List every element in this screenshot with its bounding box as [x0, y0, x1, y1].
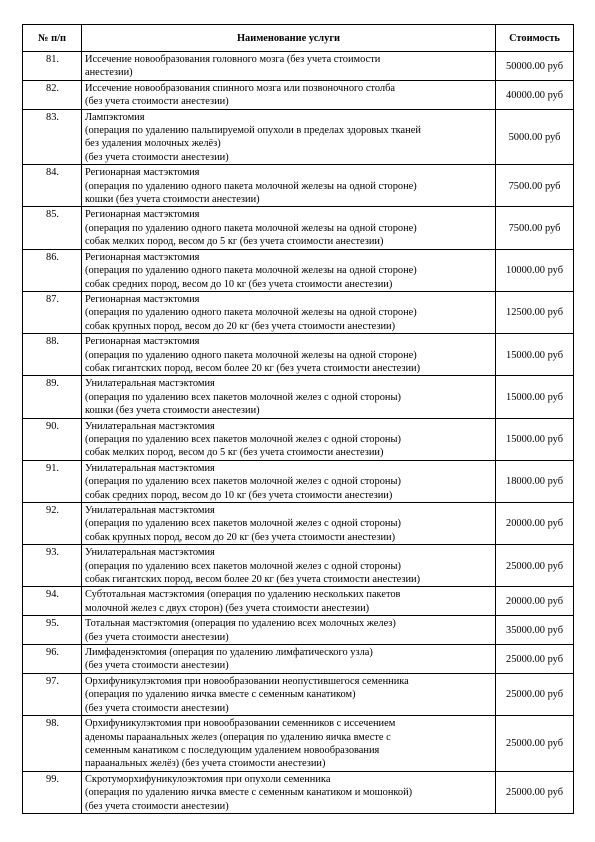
service-cost: 35000.00 руб — [496, 616, 574, 645]
service-name-line: собак крупных пород, весом до 20 кг (без учета стоимости анестезии) — [85, 320, 396, 332]
service-name — [82, 334, 496, 376]
service-name-line: Унилатеральная мастэктомия — [85, 420, 215, 432]
row-number: 83. — [23, 109, 82, 165]
service-name-line: анестезии) — [85, 67, 133, 79]
service-name-line: кошки (без учета стоимости анестезии) — [85, 405, 260, 417]
service-name-line: (операция по удалению одного пакета молочной железы на одной стороне) — [85, 265, 417, 277]
service-name-line: без удаления молочных желёз) — [85, 138, 221, 150]
service-name-line: (без учета стоимости анестезии) — [85, 702, 229, 714]
service-name-line: Унилатеральная мастэктомия — [85, 505, 215, 516]
service-name-line: (без учета стоимости анестезии) — [85, 96, 229, 108]
service-cost: 25000.00 руб — [496, 545, 574, 587]
row-number: 85. — [23, 207, 82, 249]
table-row — [23, 109, 574, 165]
service-cost: 20000.00 руб — [496, 587, 574, 616]
table-row — [23, 165, 574, 207]
service-name-line: Лимфаденэктомия (операция по удалению лимфатического узла) — [85, 647, 373, 659]
header-row — [23, 25, 574, 52]
row-number: 82. — [23, 80, 82, 109]
service-name-line: Регионарная мастэктомия — [85, 336, 200, 348]
service-name-line: Регионарная мастэктомия — [85, 293, 200, 305]
service-name-line: (без учета стоимости анестезии) — [85, 800, 229, 812]
service-name-line: Унилатеральная мастэктомия — [85, 462, 215, 474]
service-name-line: (операция по удалению одного пакета молочной железы на одной стороне) — [85, 307, 417, 319]
service-cost: 7500.00 руб — [496, 207, 574, 249]
service-cost: 12500.00 руб — [496, 291, 574, 333]
row-number: 86. — [23, 249, 82, 291]
table-row — [23, 249, 574, 291]
service-name — [82, 716, 496, 772]
service-name-line: Лампэктомия — [85, 111, 145, 123]
service-cost: 10000.00 руб — [496, 249, 574, 291]
table-row — [23, 207, 574, 249]
service-name-line: Орхифуникулэктомия при новообразовании неопустившегося семенника — [85, 675, 409, 687]
service-name-line: параанальных желёз) (без учета стоимости анестезии) — [85, 758, 326, 770]
service-name-line: собак мелких пород, весом до 5 кг (без учета стоимости анестезии) — [85, 447, 384, 459]
service-name-line: собак средних пород, весом до 10 кг (без учета стоимости анестезии) — [85, 278, 393, 290]
table-row — [23, 334, 574, 376]
service-name-line: (операция по удалению всех пакетов молочной желез с одной стороны) — [85, 391, 401, 403]
row-number: 91. — [23, 460, 82, 502]
service-name-line: (операция по удалению яичка вместе с семенным канатиком и мошонкой) — [85, 787, 413, 799]
row-number: 88. — [23, 334, 82, 376]
service-cost: 50000.00 руб — [496, 52, 574, 81]
service-name — [82, 587, 496, 616]
service-name — [82, 418, 496, 460]
table-body — [23, 52, 574, 814]
service-name — [82, 207, 496, 249]
row-number: 84. — [23, 165, 82, 207]
service-name-line: Регионарная мастэктомия — [85, 167, 200, 179]
table-row — [23, 645, 574, 674]
row-number: 92. — [23, 503, 82, 545]
service-name-line: Иссечение новообразования спинного мозга или позвоночного столба — [85, 82, 395, 94]
table-row — [23, 545, 574, 587]
service-name — [82, 165, 496, 207]
row-number: 90. — [23, 418, 82, 460]
service-name — [82, 460, 496, 502]
service-name — [82, 771, 496, 813]
service-name-line: аденомы параанальных желез (операция по удалению яичка вместе с — [85, 731, 391, 743]
service-name-line: Орхифуникулэктомия при новообразовании семенников с иссечением — [85, 718, 396, 730]
service-name-line: (без учета стоимости анестезии) — [85, 631, 229, 643]
header-cost: Стоимость — [496, 25, 574, 52]
row-number: 96. — [23, 645, 82, 674]
table-row — [23, 616, 574, 645]
service-name-line: (операция по удалению всех пакетов молочной желез с одной стороны) — [85, 433, 401, 445]
service-name-line: (операция по удалению пальпируемой опухоли в пределах здоровых тканей — [85, 125, 421, 137]
row-number: 81. — [23, 52, 82, 81]
service-cost: 15000.00 руб — [496, 334, 574, 376]
service-name-line: собак мелких пород, весом до 5 кг (без учета стоимости анестезии) — [85, 236, 384, 248]
service-name-line: собак гигантских пород, весом более 20 кг (без учета стоимости анестезии) — [85, 362, 421, 374]
table-row — [23, 80, 574, 109]
service-cost: 15000.00 руб — [496, 418, 574, 460]
service-name-line: (операция по удалению всех пакетов молочной желез с одной стороны) — [85, 518, 401, 530]
table-row — [23, 418, 574, 460]
service-name — [82, 249, 496, 291]
service-cost: 7500.00 руб — [496, 165, 574, 207]
service-cost: 25000.00 руб — [496, 771, 574, 813]
service-name-line: (операция по удалению яичка вместе с семенным канатиком) — [85, 689, 356, 701]
service-name-line: Скротуморхифуникулоэктомия при опухоли семенника — [85, 773, 331, 785]
service-name — [82, 52, 496, 81]
header-name: Наименование услуги — [82, 25, 496, 52]
row-number: 99. — [23, 771, 82, 813]
service-cost: 15000.00 руб — [496, 376, 574, 418]
table-row — [23, 673, 574, 715]
service-cost: 25000.00 руб — [496, 673, 574, 715]
row-number: 87. — [23, 291, 82, 333]
row-number: 89. — [23, 376, 82, 418]
service-name-line: (без учета стоимости анестезии) — [85, 660, 229, 672]
table-row — [23, 460, 574, 502]
table-row — [23, 503, 574, 545]
row-number: 95. — [23, 616, 82, 645]
row-number: 94. — [23, 587, 82, 616]
service-name-line: Унилатеральная мастэктомия — [85, 547, 215, 559]
row-number: 98. — [23, 716, 82, 772]
service-name-line: собак средних пород, весом до 10 кг (без учета стоимости анестезии) — [85, 489, 393, 501]
service-name-line: (операция по удалению всех пакетов молочной желез с одной стороны) — [85, 476, 401, 488]
table-row — [23, 376, 574, 418]
table-row — [23, 771, 574, 813]
service-name-line: Регионарная мастэктомия — [85, 209, 200, 221]
service-cost: 40000.00 руб — [496, 80, 574, 109]
service-name — [82, 291, 496, 333]
table-row — [23, 291, 574, 333]
service-name — [82, 645, 496, 674]
service-name — [82, 80, 496, 109]
row-number: 93. — [23, 545, 82, 587]
service-name-line: молочной желез с двух сторон) (без учета стоимости анестезии) — [85, 602, 370, 614]
service-name-line: собак гигантских пород, весом более 20 кг (без учета стоимости анестезии) — [85, 574, 421, 586]
service-name — [82, 376, 496, 418]
service-name — [82, 616, 496, 645]
table-row — [23, 716, 574, 772]
service-name — [82, 673, 496, 715]
service-name — [82, 503, 496, 545]
service-cost: 18000.00 руб — [496, 460, 574, 502]
service-name-line: Унилатеральная мастэктомия — [85, 378, 215, 390]
service-name-line: собак крупных пород, весом до 20 кг (без учета стоимости анестезии) — [85, 531, 396, 543]
service-cost: 25000.00 руб — [496, 645, 574, 674]
service-name-line: (операция по удалению всех пакетов молочной желез с одной стороны) — [85, 560, 401, 572]
service-name-line: Субтотальная мастэктомия (операция по удалению нескольких пакетов — [85, 589, 401, 601]
service-name — [82, 545, 496, 587]
service-name — [82, 109, 496, 165]
service-cost: 20000.00 руб — [496, 503, 574, 545]
table-row — [23, 587, 574, 616]
service-name-line: (операция по удалению одного пакета молочной железы на одной стороне) — [85, 180, 417, 192]
service-name-line: (операция по удалению одного пакета молочной железы на одной стороне) — [85, 349, 417, 361]
service-cost: 25000.00 руб — [496, 716, 574, 772]
service-name-line: (операция по удалению одного пакета молочной железы на одной стороне) — [85, 222, 417, 234]
header-number: № п/п — [23, 25, 82, 52]
service-cost: 5000.00 руб — [496, 109, 574, 165]
price-table — [22, 24, 574, 814]
service-name-line: семенным канатиком с последующим удалением новообразования — [85, 744, 380, 756]
service-name-line: Регионарная мастэктомия — [85, 251, 200, 263]
table-row — [23, 52, 574, 81]
service-name-line: Тотальная мастэктомия (операция по удалению всех молочных желез) — [85, 618, 396, 630]
service-name-line: Иссечение новообразования головного мозга (без учета стоимости — [85, 54, 381, 65]
row-number: 97. — [23, 673, 82, 715]
service-name-line: кошки (без учета стоимости анестезии) — [85, 194, 260, 206]
service-name-line: (без учета стоимости анестезии) — [85, 151, 229, 163]
